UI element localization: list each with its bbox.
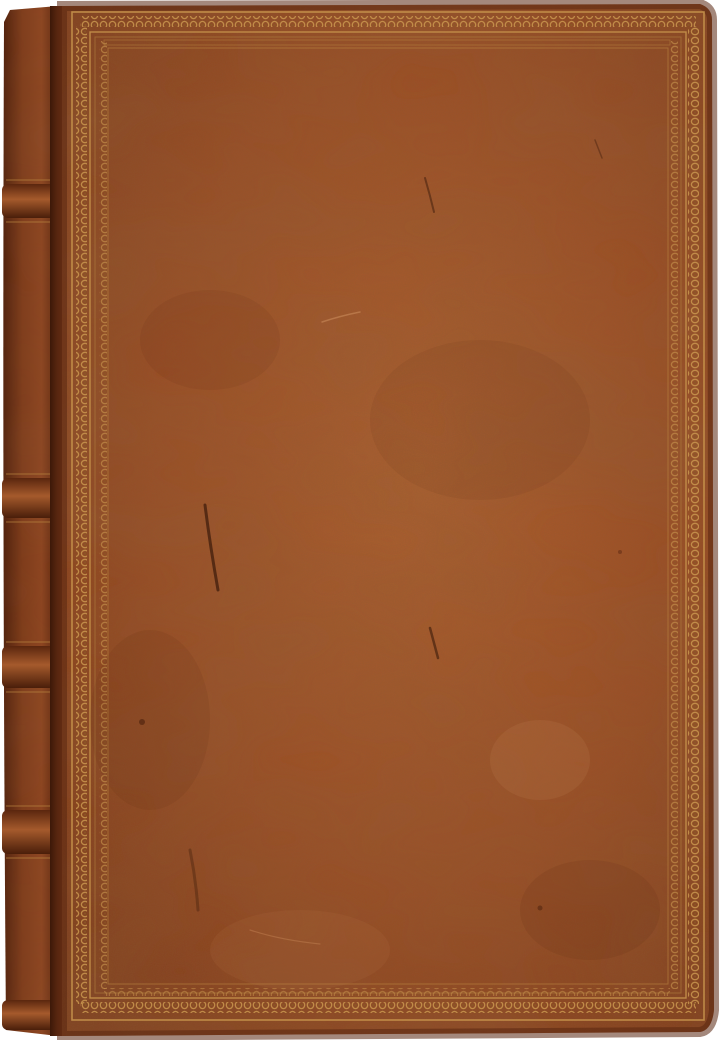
spine-band (2, 478, 56, 518)
spine-band (2, 810, 56, 854)
spine-band (2, 184, 56, 218)
spine-band (2, 646, 56, 688)
book-spine (2, 6, 66, 1036)
spine-band (2, 1000, 56, 1030)
